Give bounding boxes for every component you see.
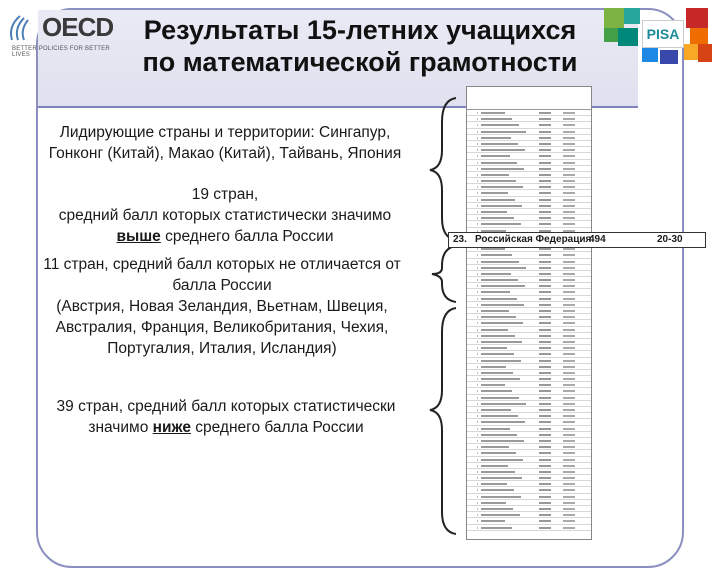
title-line-2: по математической грамотности (142, 47, 578, 77)
brace-same (432, 246, 456, 302)
above-desc: средний балл которых статистически значимо (58, 207, 392, 224)
ranking-table-image (466, 86, 592, 540)
same-line-1: 11 стран, средний балл которых не отличается от (43, 256, 401, 273)
oecd-logo (6, 10, 116, 56)
page-title (110, 14, 610, 78)
brace-above (430, 98, 456, 240)
same-line-3: (Австрия, Новая Зеландия, Вьетнам, Швеция, (56, 298, 388, 315)
brace-below (430, 308, 456, 534)
above-desc-2 (40, 226, 410, 247)
oecd-emblem-icon (6, 10, 42, 44)
title-line-1: Результаты 15-летних учащихся (143, 15, 577, 45)
below-tail: среднего балла России (195, 419, 364, 436)
above-emphasis: выше (116, 228, 161, 245)
above-count: 19 стран, (191, 186, 259, 203)
russia-highlight-row (448, 232, 706, 248)
below-prefix: значимо (88, 419, 149, 436)
russia-range: 20-30 (657, 234, 683, 245)
russia-country: Российская Федерация (475, 234, 592, 245)
same-as-russia-text (32, 254, 412, 359)
table-header (467, 87, 591, 110)
russia-score: 494 (589, 234, 606, 245)
pisa-logo (604, 8, 714, 70)
table-row (467, 525, 591, 531)
table-rows (467, 110, 591, 531)
russia-rank: 23. (453, 234, 467, 245)
same-line-2: балла России (172, 277, 272, 294)
leaders-text: Лидирующие страны и территории: Сингапур, Гонконг (Китай), Макао (Китай), Тайвань, Япония (48, 124, 402, 162)
oecd-wordmark: OECD (42, 12, 114, 42)
below-line-2 (36, 417, 416, 438)
same-line-5: Португалия, Италия, Исландия) (107, 340, 337, 357)
below-emphasis: ниже (152, 419, 191, 436)
pisa-wordmark: PISA (642, 20, 684, 48)
above-average-text (40, 184, 410, 247)
bracket-group (420, 92, 460, 540)
above-tail: среднего балла России (165, 228, 334, 245)
same-line-4: Австралия, Франция, Великобритания, Чехия, (55, 319, 389, 336)
oecd-tagline: BETTER POLICIES FOR BETTER LIVES (12, 46, 110, 58)
below-average-text (36, 396, 416, 438)
below-line-1: 39 стран, средний балл которых статистически (56, 398, 396, 415)
